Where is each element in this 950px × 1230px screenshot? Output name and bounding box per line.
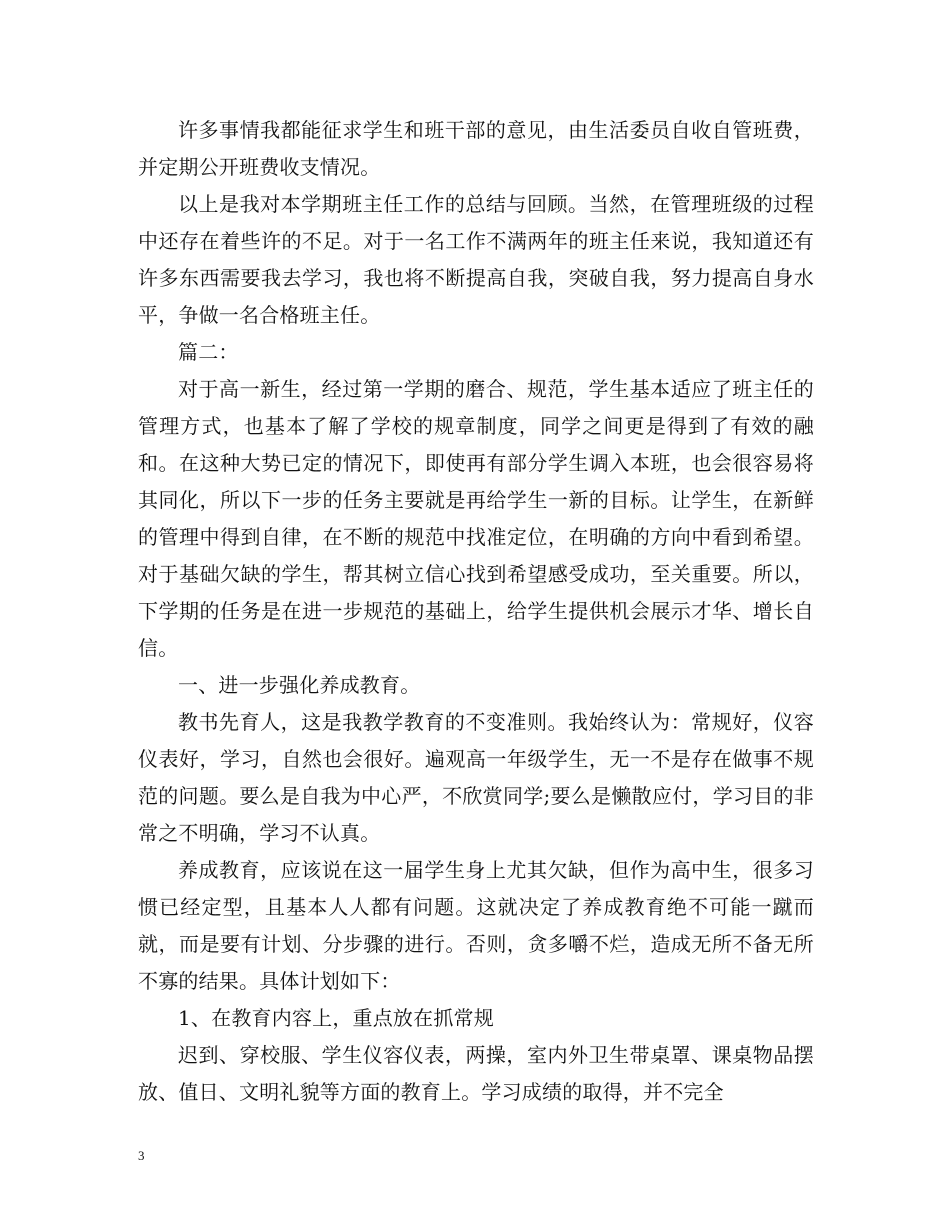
paragraph: 教书先育人，这是我教学教育的不变准则。我始终认为：常规好，仪容仪表好，学习，自然也会很好。遍观高一年级学生，无一不是存在做事不规范的问题。要么是自我为中心严，不欣赏同学;要么是懒散应付，学习目的非常之不明确，学习不认真。 bbox=[138, 710, 814, 845]
page-number: 3 bbox=[138, 1148, 145, 1163]
document-body bbox=[138, 112, 814, 1111]
paragraph: 对于高一新生，经过第一学期的磨合、规范，学生基本适应了班主任的管理方式，也基本了解了学校的规章制度，同学之间更是得到了有效的融和。在这种大势已定的情况下，即使再有部分学生调入本班，也会很容易将其同化，所以下一步的任务主要就是再给学生一新的目标。让学生，在新鲜的管理中得到自律，在不断的规范中找准定位，在明确的方向中看到希望。对于基础欠缺的学生，帮其树立信心找到希望感受成功，至关重要。所以，下学期的任务是在进一步规范的基础上，给学生提供机会展示才华、增长自信。 bbox=[138, 377, 814, 660]
subheading: 1、在教育内容上，重点放在抓常规 bbox=[178, 1006, 494, 1030]
paragraph: 迟到、穿校服、学生仪容仪表，两操，室内外卫生带桌罩、课桌物品摆放、值日、文明礼貌等方面的教育上。学习成绩的取得，并不完全 bbox=[138, 1043, 814, 1104]
section-heading: 一、进一步强化养成教育。 bbox=[178, 673, 421, 697]
paragraph: 以上是我对本学期班主任工作的总结与回顾。当然，在管理班级的过程中还存在着些许的不足。对于一名工作不满两年的班主任来说，我知道还有许多东西需要我去学习，我也将不断提高自我，突破自我，努力提高自身水平，争做一名合格班主任。 bbox=[138, 192, 814, 327]
paragraph: 许多事情我都能征求学生和班干部的意见，由生活委员自收自管班费，并定期公开班费收支情况。 bbox=[138, 118, 814, 179]
paragraph: 养成教育，应该说在这一届学生身上尤其欠缺，但作为高中生，很多习惯已经定型，且基本人人都有问题。这就决定了养成教育绝不可能一蹴而就，而是要有计划、分步骤的进行。否则，贪多嚼不烂，造成无所不备无所不寡的结果。具体计划如下： bbox=[138, 858, 814, 993]
section-heading: 篇二： bbox=[178, 340, 239, 364]
